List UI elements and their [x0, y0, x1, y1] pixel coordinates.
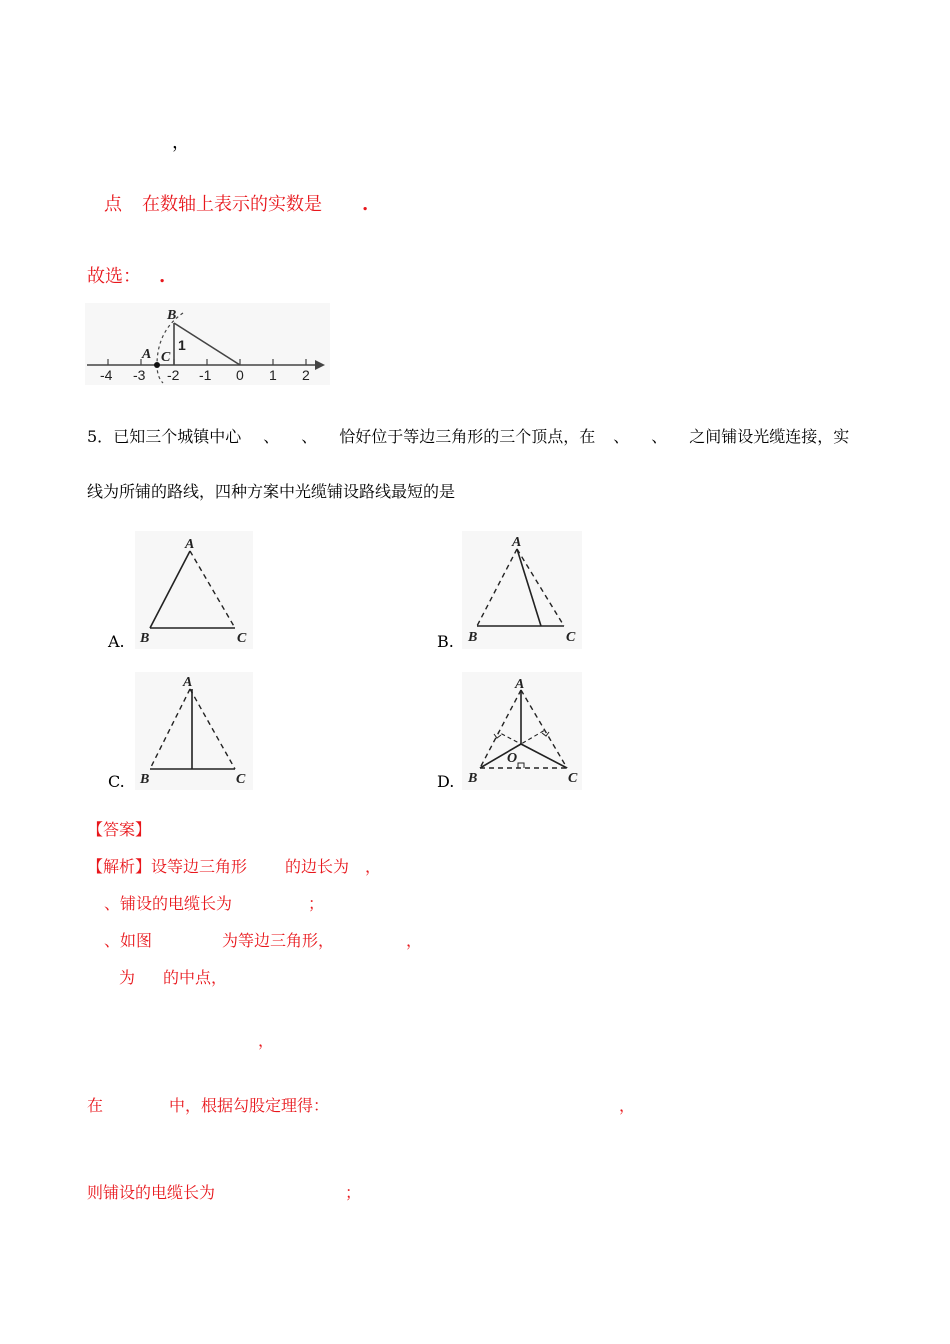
- sol-l3-b: 为等边三角形，: [222, 931, 335, 950]
- q-text-c: 之间铺设光缆连接，实: [689, 427, 850, 446]
- tick-label: -2: [167, 367, 180, 383]
- answer-line: [87, 262, 165, 288]
- q-sep: 、: [263, 427, 280, 446]
- sol-l4-a: 为: [119, 968, 136, 987]
- label-b: B: [167, 308, 177, 323]
- vertex-c-label: C: [237, 631, 247, 646]
- analysis-tag: 【解析】: [87, 857, 152, 876]
- tick-label: -4: [100, 367, 113, 383]
- sol-l3-a: 、如图: [104, 931, 153, 950]
- solution-line-1: [87, 854, 381, 877]
- sol-l4-b: 的中点，: [163, 968, 228, 987]
- vertex-c-label: C: [236, 772, 246, 787]
- sol-l1-c: ，: [365, 857, 382, 876]
- label-height: 1: [178, 337, 186, 353]
- solution-line-4: [119, 965, 227, 988]
- label-a: A: [142, 347, 152, 362]
- tick-label: 1: [269, 367, 277, 383]
- point-a-dot: [154, 362, 160, 368]
- sol-l6-b: 中，根据勾股定理得：: [169, 1096, 330, 1115]
- sol-l2-b: ；: [308, 894, 325, 913]
- tick-label: 2: [302, 367, 310, 383]
- option-a-key[interactable]: A.: [108, 632, 125, 651]
- vertex-c-label: C: [566, 630, 576, 645]
- solution-line-3: [104, 928, 422, 951]
- q-sep: 、: [301, 427, 318, 446]
- center-o-label: O: [507, 751, 518, 766]
- option-c-key[interactable]: C.: [108, 772, 125, 791]
- answer-tag: 【答案】: [87, 820, 152, 839]
- q-sep: 、: [613, 427, 630, 446]
- q-text-b: 恰好位于等边三角形的三个顶点，在: [339, 427, 596, 446]
- option-a-figure[interactable]: [135, 531, 253, 649]
- option-b-key[interactable]: B.: [437, 632, 454, 651]
- q-sep: 、: [651, 427, 668, 446]
- option-d-figure[interactable]: [462, 672, 582, 790]
- sol-l7-a: 则铺设的电缆长为: [87, 1183, 216, 1202]
- question-line-2: 线为所铺的路线，四种方案中光缆铺设路线最短的是: [87, 482, 456, 501]
- answer-prefix: 故选：: [87, 266, 141, 287]
- tick-label: 0: [236, 367, 244, 383]
- vertex-b-label: B: [140, 772, 150, 787]
- answer-period: .: [159, 266, 166, 287]
- sol-l6-a: 在: [87, 1096, 104, 1115]
- point-sentence: [104, 190, 368, 216]
- vertex-c-label: C: [568, 771, 578, 786]
- sol-l7-b: ；: [345, 1183, 362, 1202]
- number-line-figure: [85, 303, 330, 385]
- sol-l6-c: ，: [619, 1096, 636, 1115]
- vertex-b-label: B: [468, 771, 478, 786]
- solution-line-5: ，: [258, 1031, 275, 1050]
- option-b-figure[interactable]: [462, 531, 582, 649]
- question-number: 5．: [87, 427, 114, 446]
- sol-l2-a: 、铺设的电缆长为: [104, 894, 233, 913]
- tick-label: -1: [199, 367, 212, 383]
- sol-l1-b: 的边长为: [285, 857, 350, 876]
- solution-line-2: [104, 891, 324, 914]
- label-c: C: [161, 350, 171, 365]
- solution-line-6: [87, 1093, 635, 1116]
- option-d-key[interactable]: D.: [437, 772, 455, 791]
- point-char: 点: [104, 194, 122, 215]
- vertex-b-label: B: [468, 630, 478, 645]
- sol-l1-a: 设等边三角形: [151, 857, 248, 876]
- comma-mark: ，: [172, 132, 190, 153]
- vertex-a-label: A: [183, 675, 193, 690]
- tick-label: -3: [133, 367, 146, 383]
- point-text: 在数轴上表示的实数是: [142, 194, 322, 215]
- point-period: .: [362, 194, 369, 215]
- vertex-b-label: B: [140, 631, 150, 646]
- solution-line-7: [87, 1180, 361, 1203]
- vertex-a-label: A: [185, 537, 195, 552]
- vertex-a-label: A: [515, 677, 525, 692]
- sol-l3-c: ，: [406, 931, 423, 950]
- option-c-figure[interactable]: [135, 672, 253, 790]
- question-line-1: [87, 424, 849, 447]
- vertex-a-label: A: [512, 535, 522, 550]
- q-text-a: 已知三个城镇中心: [113, 427, 242, 446]
